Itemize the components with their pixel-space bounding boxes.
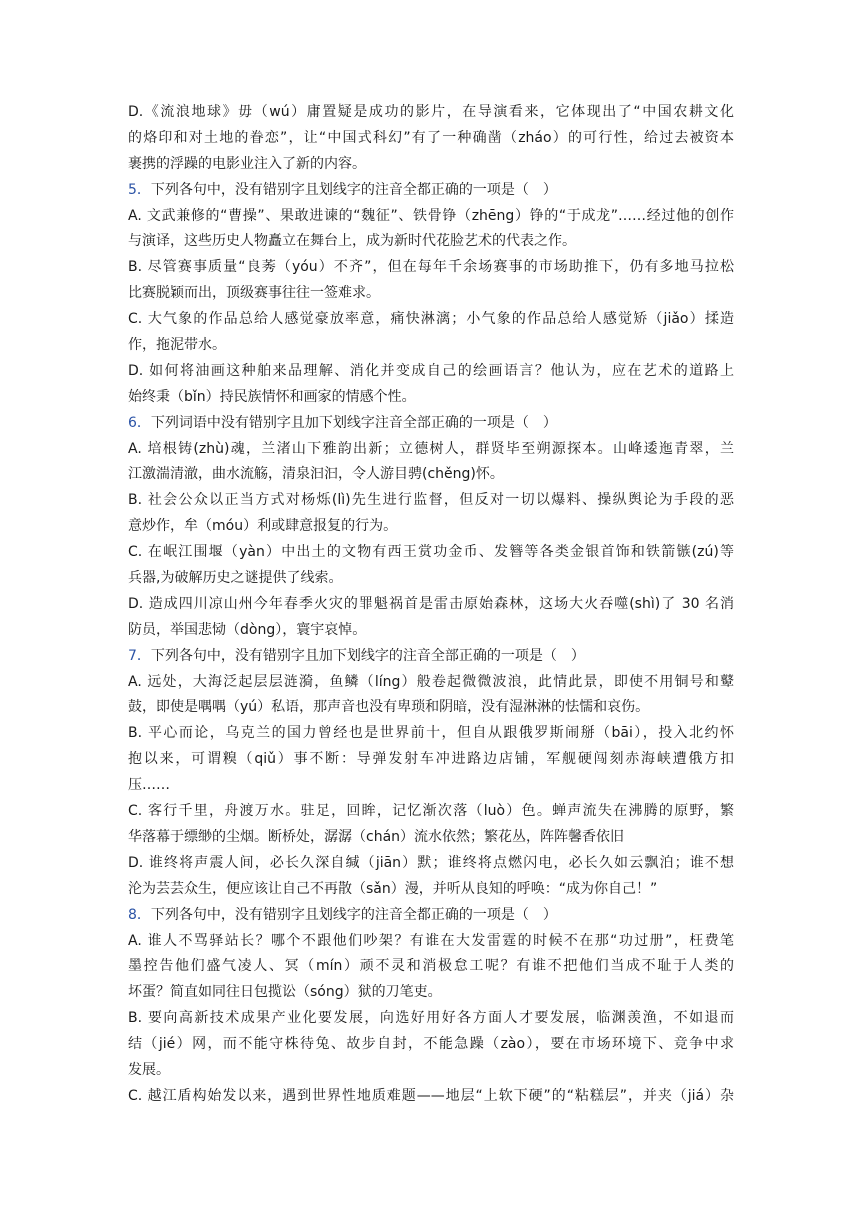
line-text: 的烙印和对土地的眷恋”，让“中国式科幻”有了一种确凿（zháo）的可行性，给过去被资本 xyxy=(128,129,734,146)
line-text: 华落幕于缥缈的尘烟。断桥处，潺潺（chán）流水依然；繁花丛，阵阵馨香依旧 xyxy=(128,828,625,845)
text-line xyxy=(128,721,734,747)
text-line xyxy=(128,695,734,721)
line-text: 意炒作，牟（móu）利或肆意报复的行为。 xyxy=(128,518,398,535)
text-line xyxy=(128,126,734,152)
text-line xyxy=(128,488,734,514)
line-text: A. 远处，大海泛起层层涟漪，鱼鳞（líng）般卷起微微波浪，此情此景，即使不用铜号和鼙 xyxy=(128,673,734,690)
line-text: C. 大气象的作品总给人感觉豪放率意，痛快淋漓；小气象的作品总给人感觉矫（jiǎo）揉造 xyxy=(128,311,734,328)
question-stem-line xyxy=(128,903,734,929)
line-text: A. 培根铸(zhù)魂，兰渚山下雅韵出新；立德树人，群贤毕至朔源探本。山峰逶迤青翠，兰 xyxy=(128,440,734,457)
line-text: D. 造成四川凉山州今年春季火灾的罪魁祸首是雷击原始森林，这场大火吞噬(shì)了 30 名消 xyxy=(128,595,734,612)
question-number: 8． xyxy=(128,906,151,923)
line-text: B. 平心而论，乌克兰的国力曾经也是世界前十，但自从跟俄罗斯闹掰（bāi），投入北约怀 xyxy=(128,725,734,742)
text-line xyxy=(128,204,734,230)
line-text: 压…… xyxy=(128,777,170,794)
line-text: 抱以来，可谓糗（qiǔ）事不断：导弹发射车冲进路边店铺，军舰硬闯刻赤海峡遭俄方扣 xyxy=(128,751,734,768)
line-text: 始终秉（bǐn）持民族情怀和画家的情感个性。 xyxy=(128,388,416,405)
text-line xyxy=(128,566,734,592)
text-line xyxy=(128,1084,734,1110)
text-line xyxy=(128,307,734,333)
line-text: 鼓，即使是喁喁（yú）私语，那声音也没有卑琐和阴暗，没有湿淋淋的怯懦和哀伤。 xyxy=(128,699,650,716)
text-line xyxy=(128,747,734,773)
text-line xyxy=(128,100,734,126)
line-text: 下列各句中，没有错别字且划线字的注音全都正确的一项是（ ） xyxy=(150,181,557,198)
line-text: C. 在岷江围堰（yàn）中出土的文物有西王赏功金币、发簪等各类金银首饰和铁箭镞(zú)等 xyxy=(128,544,734,561)
text-line xyxy=(128,825,734,851)
line-text: B. 尽管赛事质量“良莠（yóu）不齐”，但在每年千余场赛事的市场助推下，仍有多地马拉松 xyxy=(128,259,734,276)
text-line xyxy=(128,954,734,980)
text-line xyxy=(128,462,734,488)
text-line xyxy=(128,333,734,359)
document-body xyxy=(128,100,734,1110)
text-line xyxy=(128,799,734,825)
question-number: 7． xyxy=(128,647,151,664)
line-text: 裹携的浮躁的电影业注入了新的内容。 xyxy=(128,155,366,172)
text-line xyxy=(128,670,734,696)
text-line xyxy=(128,592,734,618)
text-line xyxy=(128,618,734,644)
text-line xyxy=(128,980,734,1006)
line-text: 兵器,为破解历史之谜提供了线索。 xyxy=(128,570,343,587)
text-line xyxy=(128,437,734,463)
text-line xyxy=(128,877,734,903)
question-stem-line xyxy=(128,411,734,437)
text-line xyxy=(128,255,734,281)
question-number: 6． xyxy=(128,414,151,431)
line-text: 下列各句中，没有错别字且划线字的注音全都正确的一项是（ ） xyxy=(150,906,557,923)
text-line xyxy=(128,385,734,411)
question-stem-line xyxy=(128,644,734,670)
text-line xyxy=(128,281,734,307)
text-line xyxy=(128,929,734,955)
line-text: C. 客行千里，舟渡万水。驻足，回眸，记忆渐次落（luò）色。蝉声流失在沸腾的原野，繁 xyxy=(128,803,734,820)
text-line xyxy=(128,773,734,799)
line-text: 作，拖泥带水。 xyxy=(128,337,226,354)
line-text: 沦为芸芸众生，便应该让自己不再散（sǎn）漫，并听从良知的呼唤：“成为你自己！” xyxy=(128,880,658,897)
question-number: 5． xyxy=(128,181,151,198)
line-text: D.《流浪地球》毋（wú）庸置疑是成功的影片，在导演看来，它体现出了“中国农耕文化 xyxy=(128,104,734,120)
text-line xyxy=(128,851,734,877)
line-text: A. 文武兼修的“曹操”、果敢进谏的“魏征”、铁骨铮（zhēng）铮的“于成龙”……经过他的创作 xyxy=(128,207,734,224)
line-text: A. 谁人不骂驿站长？哪个不跟他们吵架？有谁在大发雷霆的时候不在那“功过册”，枉费笔 xyxy=(128,932,734,949)
line-text: 防员，举国悲恸（dòng），寰宇哀悼。 xyxy=(128,621,367,638)
line-text: D. 如何将油画这种舶来品理解、消化并变成自己的绘画语言？他认为，应在艺术的道路上 xyxy=(128,362,734,379)
line-text: 发展。 xyxy=(128,1061,170,1078)
line-text: 比赛脱颖而出，顶级赛事往往一签难求。 xyxy=(128,285,380,302)
line-text: 结（jié）网，而不能守株待兔、故步自封，不能急躁（zào），要在市场环境下、竞争中求 xyxy=(128,1036,734,1053)
text-line xyxy=(128,1006,734,1032)
line-text: 与演译，这些历史人物矗立在舞台上，成为新时代花脸艺术的代表之作。 xyxy=(128,233,576,250)
text-line xyxy=(128,540,734,566)
question-stem-line xyxy=(128,178,734,204)
text-line xyxy=(128,152,734,178)
line-text: 坏蛋？简直如同往日包揽讼（sóng）狱的刀笔吏。 xyxy=(128,984,442,1001)
line-text: 墨控告他们盛气凌人、冥（mín）顽不灵和消极怠工呢？有谁不把他们当成不耻于人类的 xyxy=(128,958,734,975)
line-text: B. 要向高新技术成果产业化要发展，向选好用好各方面人才要发展，临渊羡渔，不如退而 xyxy=(128,1010,734,1027)
line-text: 下列各句中，没有错别字且加下划线字的注音全部正确的一项是（ ） xyxy=(150,647,585,664)
text-line xyxy=(128,359,734,385)
line-text: 下列词语中没有错别字且加下划线字注音全部正确的一项是（ ） xyxy=(150,414,557,431)
text-line xyxy=(128,1058,734,1084)
line-text: C. 越江盾构始发以来，遇到世界性地质难题——地层“上软下硬”的“粘糕层”，并夹（jiá）杂 xyxy=(128,1087,734,1104)
text-line xyxy=(128,514,734,540)
line-text: B. 社会公众以正当方式对杨烁(lì)先生进行监督，但反对一切以爆料、操纵舆论为手段的恶 xyxy=(128,492,734,509)
line-text: D. 谁终将声震人间，必长久深自缄（jiān）默；谁终将点燃闪电，必长久如云飘泊；谁不想 xyxy=(128,854,734,871)
text-line xyxy=(128,229,734,255)
text-line xyxy=(128,1032,734,1058)
line-text: 江激湍清澈，曲水流觞，清泉汩汩，令人游目骋(chěng)怀。 xyxy=(128,466,504,483)
